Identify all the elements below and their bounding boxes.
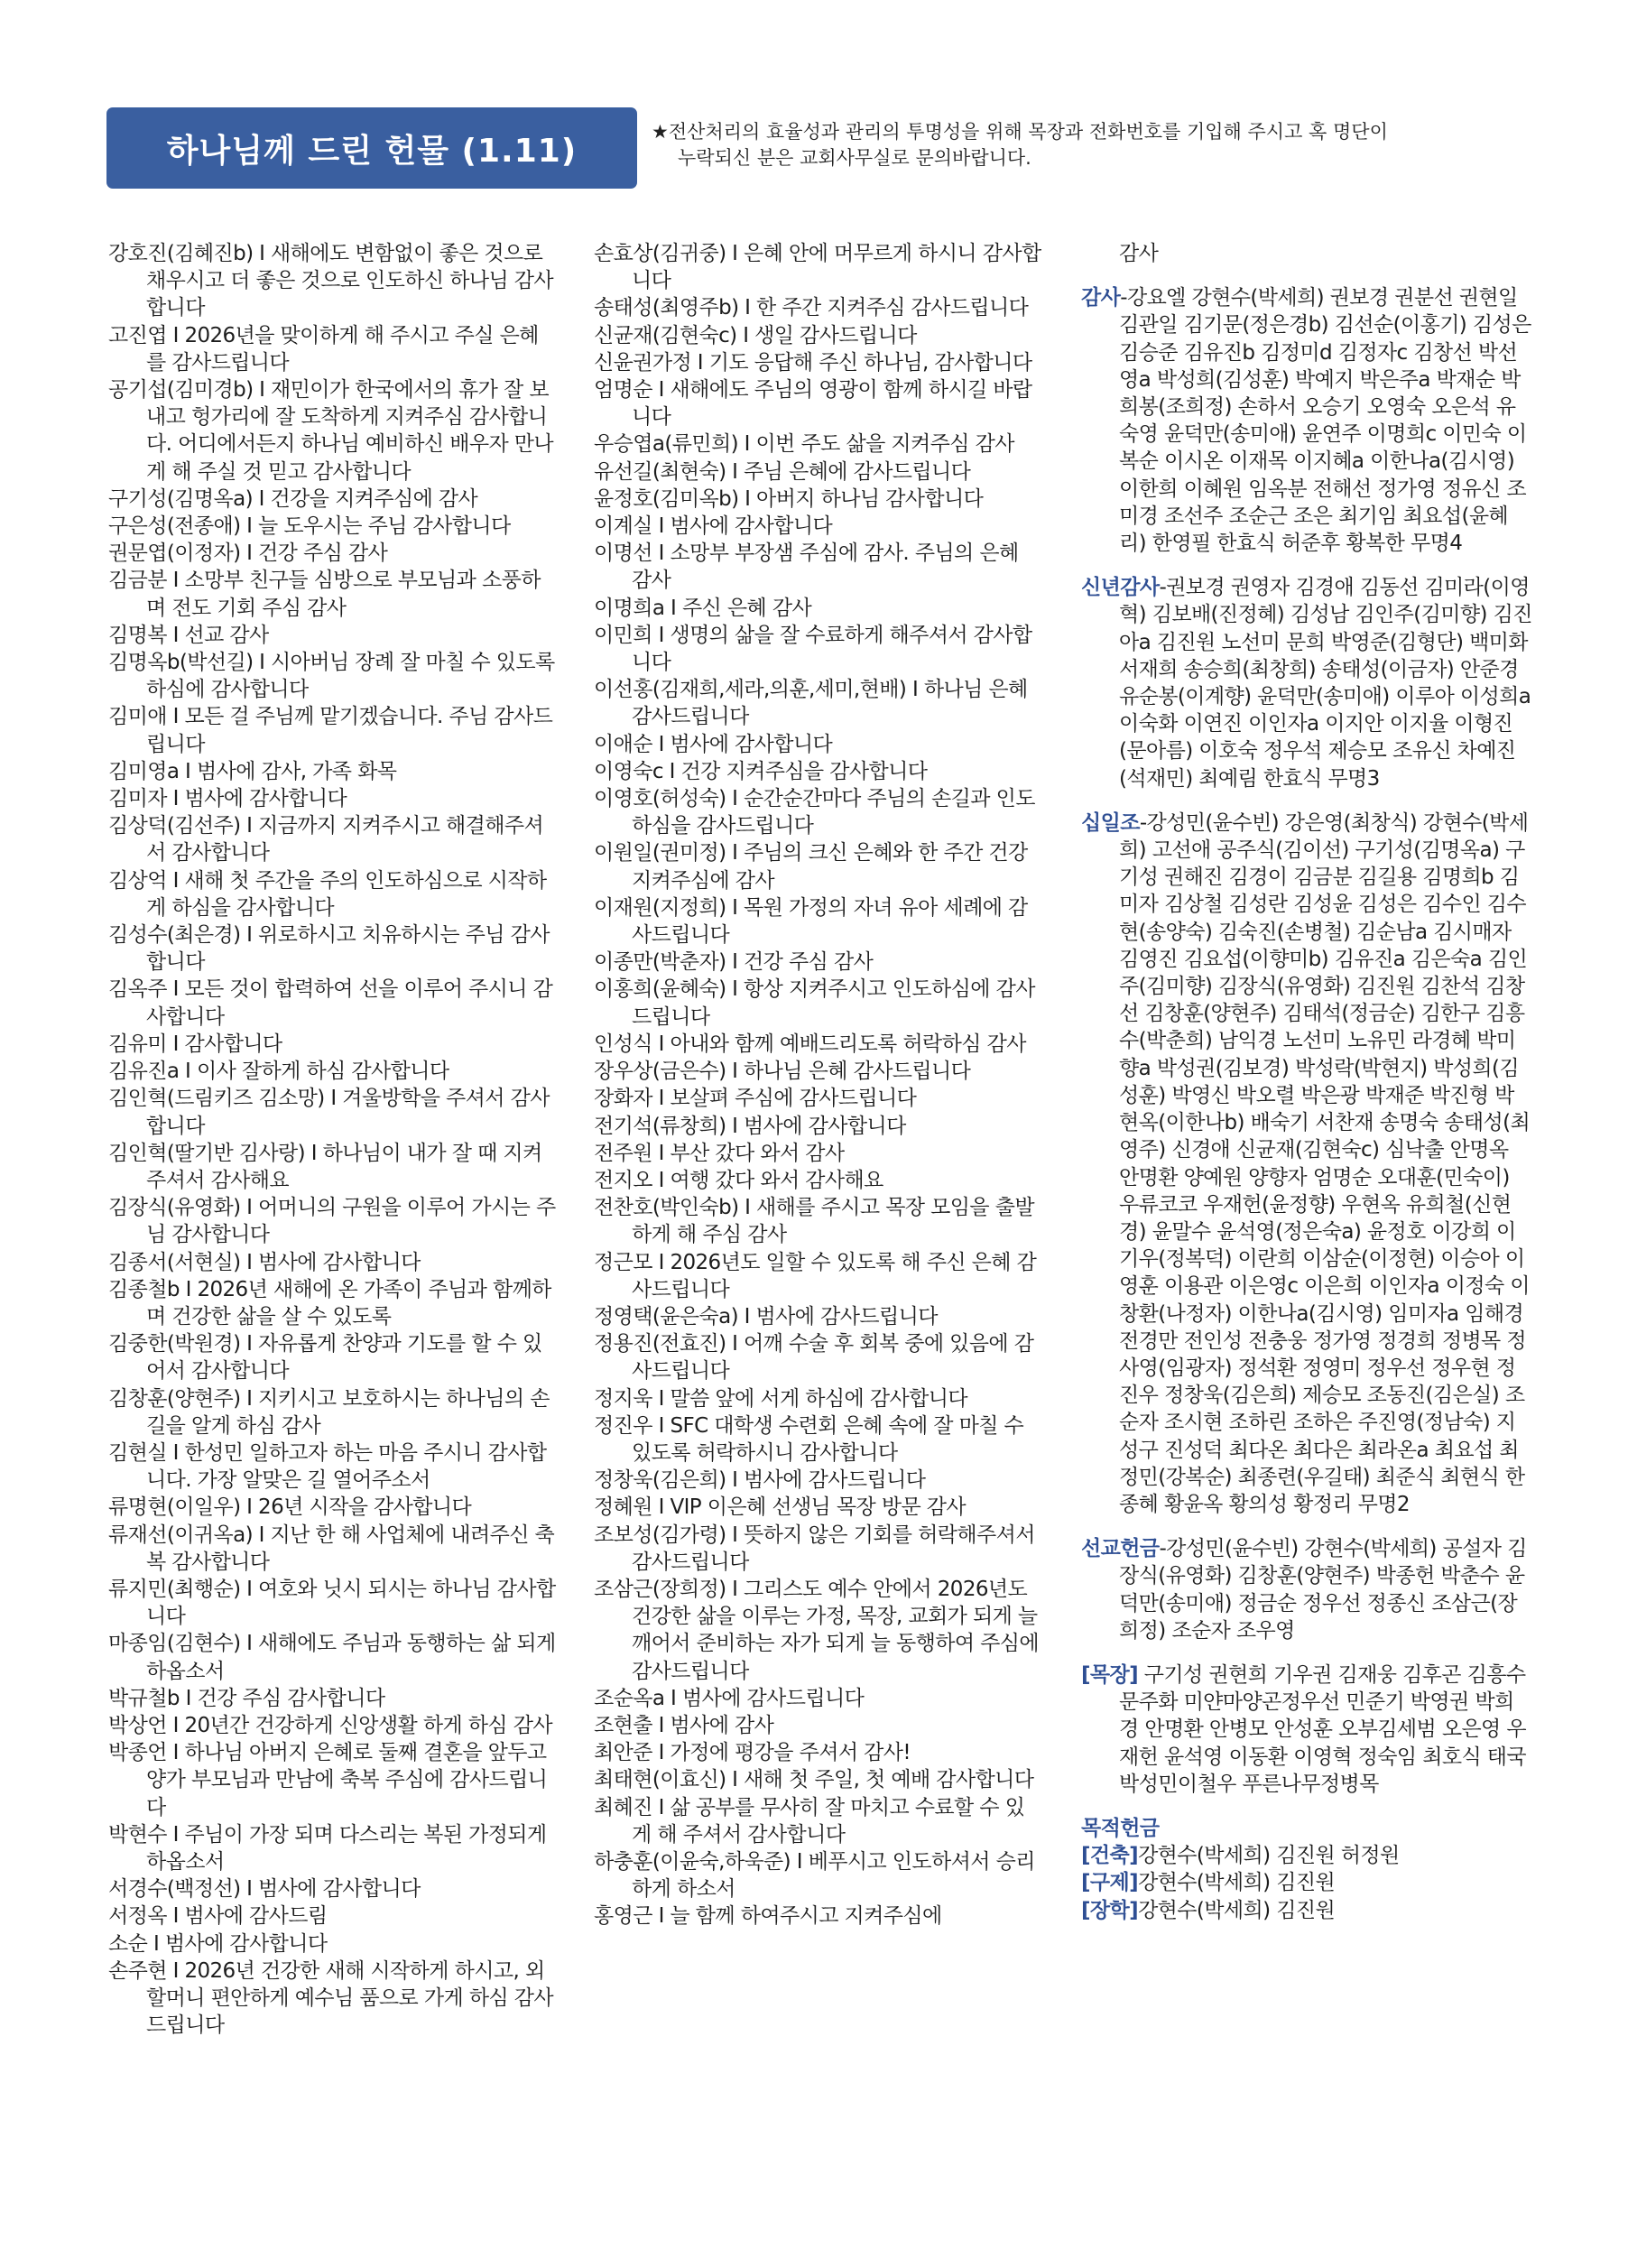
group-names: -권보경 권영자 김경애 김동선 김미라(이영혁) 김보배(진정혜) 김성남 김인주(김미향) 김진아a 김진원 노선미 문희 박영준(김형단) 백미화 서재희 송승희(최창희) 송태성(이금자) 안준경 유순봉(이계향) 윤덕만(송미애) 이루아 이성희a 이숙화 이연진 이인자a 이지안 이지율 이형진(문아름) 이호숙 정우석 제승모 조유신 차예진(석재민) 최예림 한효식 무명3 <box>1119 576 1532 791</box>
special-label: [장학] <box>1081 1898 1139 1922</box>
offering-entry: 김성수(최은경) I 위로하시고 치유하시는 주님 감사합니다 <box>108 923 550 975</box>
notice <box>652 119 1518 171</box>
offering-entry: 고진엽 I 2026년을 맞이하게 해 주시고 주실 은혜를 감사드립니다 <box>108 323 539 375</box>
offering-entry: 전찬호(박인숙b) I 새해를 주시고 목장 모임을 출발하게 해 주심 감사 <box>594 1196 1034 1247</box>
offering-column-3 <box>1081 240 1532 1924</box>
group-mission <box>1081 1535 1532 1644</box>
offering-entry: 유선길(최현숙) I 주님 은혜에 감사드립니다 <box>594 459 971 484</box>
offering-entry: 류지민(최행순) I 여호와 닛시 되시는 하나님 감사합니다 <box>108 1577 556 1629</box>
offering-entry: 이명희a I 주신 은혜 감사 <box>594 596 812 620</box>
special-offering-heading: 목적헌금 <box>1081 1816 1160 1840</box>
offering-entry: 정근모 I 2026년도 일할 수 있도록 해 주신 은혜 감사드립니다 <box>594 1250 1037 1301</box>
offering-entry: 이재원(지정희) I 목원 가정의 자녀 유아 세례에 감사드립니다 <box>594 895 1028 948</box>
page-title-text: 하나님께 드린 헌물 (1.11) <box>166 132 578 170</box>
offering-entry: 송태성(최영주b) I 한 주간 지켜주심 감사드립니다 <box>594 296 1029 320</box>
special-names: 강현수(박세희) 김진원 <box>1138 1871 1336 1895</box>
special-names: 강현수(박세희) 김진원 <box>1138 1898 1336 1922</box>
group-gratitude <box>1081 284 1532 557</box>
offering-entry: 손주현 I 2026년 건강한 새해 시작하게 하시고, 외할머니 편안하게 예수님 품으로 가게 하심 감사드립니다 <box>108 1958 554 2038</box>
offering-entry: 이민희 I 생명의 삶을 잘 수료하게 해주셔서 감사합니다 <box>594 623 1032 675</box>
continuation-text: 감사 <box>1119 242 1159 265</box>
offering-entry: 김창훈(양현주) I 지키시고 보호하시는 하나님의 손길을 알게 하심 감사 <box>108 1386 550 1438</box>
offering-entry: 박상언 I 20년간 건강하게 신앙생활 하게 하심 감사 <box>108 1713 552 1737</box>
offering-entry: 장우상(금은수) I 하나님 은혜 감사드립니다 <box>594 1060 971 1084</box>
offering-entry: 이원일(권미정) I 주님의 크신 은혜와 한 주간 건강 지켜주심에 감사 <box>594 841 1028 893</box>
offering-column-2 <box>594 240 1041 1930</box>
offering-entry: 최안준 I 가정에 평강을 주셔서 감사! <box>594 1741 911 1765</box>
offering-entry: 김명옥b(박선길) I 시아버님 장례 잘 마칠 수 있도록 하심에 감사합니다 <box>108 651 555 702</box>
offering-entry: 구은성(전종애) I 늘 도우시는 주님 감사합니다 <box>108 514 511 539</box>
offering-entry: 홍영근 I 늘 함께 하여주시고 지켜주심에 <box>594 1904 942 1929</box>
special-label: [건축] <box>1081 1844 1139 1868</box>
offering-entry: 이명선 I 소망부 부장샘 주심에 감사. 주님의 은혜 감사 <box>594 542 1019 593</box>
offering-entry: 조삼근(장희정) I 그리스도 예수 안에서 2026년도 건강한 삶을 이루는 가정, 목장, 교회가 되게 늘 깨어서 준비하는 자가 되게 늘 동행하여 주심에 감사드립니다 <box>594 1577 1040 1683</box>
special-offering-section <box>1081 1815 1532 1924</box>
group-names: -강요엘 강현수(박세희) 권보경 권분선 권현일 김관일 김기문(정은경b) 김선순(이홍기) 김성은 김승준 김유진b 김정미d 김정자c 김창선 박선영a 박성희(김성훈) 박예지 박은주a 박재순 박희봉(조희정) 손하서 오승기 오영숙 오은석 유숙영 윤덕만(송미애) 윤연주 이명희c 이민숙 이복순 이시온 이재목 이지혜a 이한나a(김시영) 이한희 이혜원 임옥분 전해선 정가영 정유신 조미경 조선주 조순근 조은 최기임 최요섭(윤혜리) 한영필 한효식 허준후 황복한 무명4 <box>1119 286 1531 556</box>
offering-entry: 이애순 I 범사에 감사합니다 <box>594 732 833 756</box>
offering-entry: 김중한(박원경) I 자유롭게 찬양과 기도를 할 수 있어서 감사합니다 <box>108 1332 542 1384</box>
group-label: 선교헌금 <box>1081 1537 1160 1561</box>
offering-entry: 서정옥 I 범사에 감사드림 <box>108 1904 328 1929</box>
offering-entry: 조보성(김가령) I 뜻하지 않은 기회를 허락해주셔서 감사드립니다 <box>594 1523 1035 1574</box>
offering-entry: 김현실 I 한성민 일하고자 하는 마음 주시니 감사합니다. 가장 알맞은 길 열어주소서 <box>108 1440 547 1493</box>
offering-entry: 정지욱 I 말씀 앞에 서게 하심에 감사합니다 <box>594 1386 967 1411</box>
offering-entry: 정영택(윤은숙a) I 범사에 감사드립니다 <box>594 1304 938 1328</box>
offering-entry: 김미영a I 범사에 감사, 가족 화목 <box>108 759 397 783</box>
offering-entry: 손효상(김귀중) I 은혜 안에 머무르게 하시니 감사합니다 <box>594 242 1041 293</box>
offering-entry: 윤정호(김미옥b) I 아버지 하나님 감사합니다 <box>594 486 984 511</box>
offering-entry: 조현출 I 범사에 감사 <box>594 1713 774 1737</box>
offering-entry: 김장식(유영화) I 어머니의 구원을 이루어 가시는 주님 감사합니다 <box>108 1196 556 1247</box>
group-names: -강성민(윤수빈) 강은영(최창식) 강현수(박세희) 고선애 공주식(김이선) 구기성(김명옥a) 구기성 권해진 김경이 김금분 김길용 김명희b 김미자 김상철 김성란 김성윤 김성은 김수인 김수현(송양숙) 김숙진(손병철) 김순남a 김시매자 김영진 김요섭(이향미b) 김유진a 김은숙a 김인주(김미향) 김장식(유영화) 김진원 김찬석 김창선 김창훈(양현주) 김태석(정금순) 김한구 김흥수(박춘희) 남익경 노선미 노유민 라경혜 박미향a 박성권(김보경) 박성락(박현지) 박성희(김성훈) 박영신 박오렬 박은광 박재준 박진형 박현옥(이한나b) 배숙기 서찬재 송명숙 송태성(최영주) 신경애 신균재(김현숙c) 심낙출 안명옥 안명환 양예원 양향자 엄명순 오대훈(민숙이) 우류코코 우재헌(윤정향) 우현옥 유희철(신현경) 윤말수 윤석영(정은숙a) 윤정호 이강희 이기우(정복덕) 이란희 이삼순(이정현) 이승아 이영훈 이용관 이은영c 이은희 이인자a 이정숙 이창환(나정자) 이한나a(김시영) 임미자a 임해경 전경만 전인성 전충웅 정가영 정경희 정병목 정사영(임광자) 정석환 정영미 정우선 정우현 정진우 정창욱(김은희) 제승모 조동진(김은실) 조순자 조시현 조하린 조하은 주진영(정남숙) 지성구 진성덕 최다온 최다은 최라온a 최요섭 최정민(강복순) 최종련(우길태) 최준식 최현식 한종혜 황윤옥 황의성 황정리 무명2 <box>1119 810 1531 1516</box>
offering-entry: 소순 I 범사에 감사합니다 <box>108 1931 328 1956</box>
offering-entry: 정진우 I SFC 대학생 수련회 은혜 속에 잘 마칠 수 있도록 허락하시니 감사합니다 <box>594 1413 1024 1465</box>
group-names: 구기성 권현희 기우권 김재웅 김후곤 김흥수 문주화 미얀마양곤정우선 민준기 박영권 박희경 안명환 안병모 안성훈 오부김세범 오은영 우재헌 윤석영 이동환 이영혁 정숙임 최호식 태국박성민이철우 푸른나무정병목 <box>1119 1662 1527 1796</box>
offering-entry: 인성식 I 아내와 함께 예배드리도록 허락하심 감사 <box>594 1032 1026 1056</box>
special-offering-building <box>1081 1842 1532 1869</box>
offering-entry: 이홍희(윤혜숙) I 항상 지켜주시고 인도하심에 감사드립니다 <box>594 977 1035 1029</box>
offering-entry: 조순옥a I 범사에 감사드립니다 <box>594 1686 865 1710</box>
offering-entry: 최혜진 I 삶 공부를 무사히 잘 마치고 수료할 수 있게 해 주셔서 감사합니다 <box>594 1795 1025 1847</box>
offering-entry: 장화자 I 보살펴 주심에 감사드립니다 <box>594 1087 917 1111</box>
offering-entry: 하충훈(이윤숙,하욱준) I 베푸시고 인도하셔서 승리하게 하소서 <box>594 1849 1035 1902</box>
offering-entry: 전주원 I 부산 갔다 와서 감사 <box>594 1141 845 1165</box>
offering-entry: 김유미 I 감사합니다 <box>108 1032 282 1056</box>
offering-entry: 이영숙c I 건강 지켜주심을 감사합니다 <box>594 759 928 783</box>
offering-entry: 구기성(김명옥a) I 건강을 지켜주심에 감사 <box>108 486 478 511</box>
offering-entry: 엄명순 I 새해에도 주님의 영광이 함께 하시길 바랍니다 <box>594 378 1032 430</box>
offering-entry: 김금분 I 소망부 친구들 심방으로 부모님과 소풍하며 전도 기회 주심 감사 <box>108 569 541 620</box>
page-title <box>106 107 637 189</box>
notice-line-2: 누락되신 분은 교회사무실로 문의바랍니다. <box>678 147 1031 169</box>
group-tithe <box>1081 810 1532 1518</box>
offering-entry: 박규철b I 건강 주심 감사합니다 <box>108 1686 385 1710</box>
offering-entry: 김옥주 I 모든 것이 합력하여 선을 이루어 주시니 감사합니다 <box>108 977 553 1029</box>
group-mokjang <box>1081 1662 1532 1798</box>
offering-entry: 김종철b I 2026년 새해에 온 가족이 주님과 함께하며 건강한 삶을 살 수 있도록 <box>108 1277 551 1328</box>
offering-entry: 김미애 I 모든 걸 주님께 맡기겠습니다. 주님 감사드립니다 <box>108 705 553 756</box>
offering-entry: 김인혁(딸기반 김사랑) I 하나님이 내가 잘 때 지켜주셔서 감사해요 <box>108 1141 542 1192</box>
offering-entry: 서경수(백정선) I 범사에 감사합니다 <box>108 1877 421 1902</box>
offering-entry: 권문엽(이정자) I 건강 주심 감사 <box>108 542 388 566</box>
offering-column-1 <box>108 240 556 2039</box>
offering-entry: 정창욱(김은희) I 범사에 감사드립니다 <box>594 1468 926 1493</box>
group-label: 십일조 <box>1081 810 1140 835</box>
special-names: 강현수(박세희) 김진원 허정원 <box>1138 1844 1400 1868</box>
offering-entry: 정용진(전효진) I 어깨 수술 후 회복 중에 있음에 감사드립니다 <box>594 1332 1034 1384</box>
offering-entry: 신윤권가정 I 기도 응답해 주신 하나님, 감사합니다 <box>594 350 1032 375</box>
group-newyear <box>1081 574 1532 792</box>
offering-entry: 김상덕(김선주) I 지금까지 지켜주시고 해결해주셔서 감사합니다 <box>108 814 544 866</box>
offering-entry: 김종서(서현실) I 범사에 감사합니다 <box>108 1250 421 1274</box>
special-offering-scholarship <box>1081 1897 1532 1924</box>
offering-entry: 류명현(이일우) I 26년 시작을 감사합니다 <box>108 1495 472 1520</box>
offering-entry: 이선홍(김재희,세라,의훈,세미,현배) I 하나님 은혜 감사드립니다 <box>594 678 1028 729</box>
offering-entry: 최태현(이효신) I 새해 첫 주일, 첫 예배 감사합니다 <box>594 1768 1034 1792</box>
group-names: -강성민(윤수빈) 강현수(박세희) 공설자 김장식(유영화) 김창훈(양현주) 박종헌 박춘수 윤덕만(송미애) 정금순 정우선 정종신 조삼근(장희정) 조순자 조우영 <box>1119 1537 1527 1643</box>
offering-entry: 이종만(박춘자) I 건강 주심 감사 <box>594 950 874 975</box>
offering-entry: 이계실 I 범사에 감사합니다 <box>594 514 833 539</box>
special-offering-relief <box>1081 1869 1532 1896</box>
special-label: [구제] <box>1081 1871 1139 1895</box>
group-label: 신년감사 <box>1081 576 1160 600</box>
offering-entry: 전지오 I 여행 갔다 와서 감사해요 <box>594 1168 883 1192</box>
offering-entry: 류재선(이귀옥a) I 지난 한 해 사업체에 내려주신 축복 감사합니다 <box>108 1523 555 1574</box>
group-label: [목장] <box>1081 1662 1139 1687</box>
offering-entry: 김미자 I 범사에 감사합니다 <box>108 787 347 811</box>
offering-entry: 김상억 I 새해 첫 주간을 주의 인도하심으로 시작하게 하심을 감사합니다 <box>108 868 547 920</box>
offering-entry: 김유진a I 이사 잘하게 하심 감사합니다 <box>108 1060 449 1084</box>
offering-entry: 김명복 I 선교 감사 <box>108 623 269 647</box>
offering-entry: 신균재(김현숙c) I 생일 감사드립니다 <box>594 323 917 347</box>
offering-entry: 박현수 I 주님이 가장 되며 다스리는 복된 가정되게 하옵소서 <box>108 1822 547 1874</box>
offering-entry: 박종언 I 하나님 아버지 은혜로 둘째 결혼을 앞두고 양가 부모님과 만남에 축복 주심에 감사드립니다 <box>108 1741 548 1819</box>
offering-entry: 마종임(김현수) I 새해에도 주님과 동행하는 삶 되게 하옵소서 <box>108 1632 556 1683</box>
group-label: 감사 <box>1081 286 1121 310</box>
offering-entry: 전기석(류창희) I 범사에 감사합니다 <box>594 1114 906 1138</box>
offering-entry: 강호진(김혜진b) I 새해에도 변함없이 좋은 것으로 채우시고 더 좋은 것으로 인도하신 하나님 감사합니다 <box>108 242 554 320</box>
offering-entry: 이영호(허성숙) I 순간순간마다 주님의 손길과 인도하심을 감사드립니다 <box>594 787 1035 838</box>
offering-entry: 김인혁(드림키즈 김소망) I 겨울방학을 주셔서 감사합니다 <box>108 1087 550 1138</box>
offering-entry: 정혜원 I VIP 이은혜 선생님 목장 방문 감사 <box>594 1495 967 1520</box>
offering-entry: 우승엽a(류민희) I 이번 주도 삶을 지켜주심 감사 <box>594 432 1014 457</box>
notice-line-1: ★전산처리의 효율성과 관리의 투명성을 위해 목장과 전화번호를 기입해 주시고 혹 명단이 <box>652 121 1388 143</box>
offering-entry: 공기섭(김미경b) I 재민이가 한국에서의 휴가 잘 보내고 헝가리에 잘 도착하게 지켜주심 감사합니다. 어디에서든지 하나님 예비하신 배우자 만나게 해 주실 것 믿고 감사합니다 <box>108 378 554 484</box>
